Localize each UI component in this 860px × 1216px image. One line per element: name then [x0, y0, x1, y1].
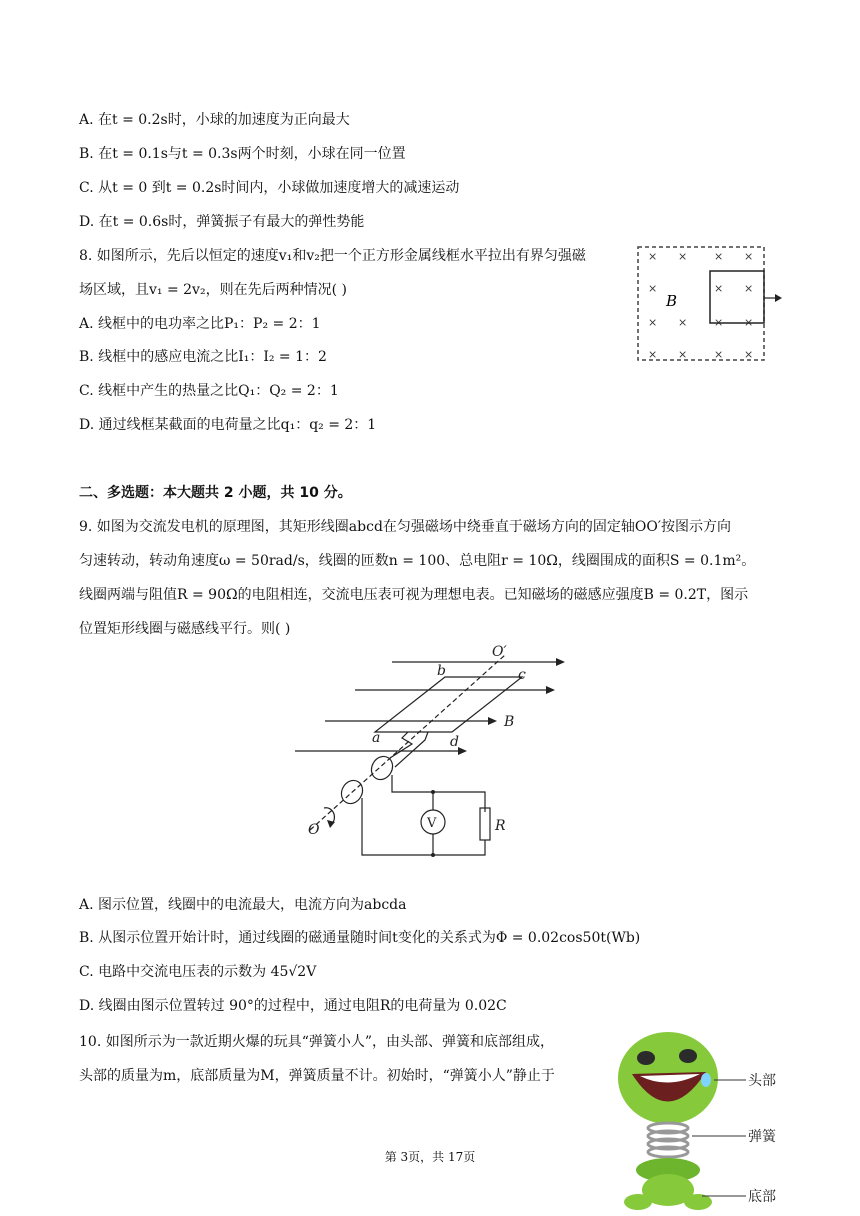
q8-figure [636, 244, 784, 364]
q7-option-b: B. 在t = 0.1s与t = 0.3s两个时刻，小球在同一位置 [79, 146, 406, 162]
q8-option-b: B. 线框中的感应电流之比I₁：I₂ = 1：2 [79, 349, 327, 365]
q10-figure [610, 1030, 800, 1216]
q8-field-crosses [648, 250, 753, 361]
svg-text:×: × [648, 316, 658, 329]
q9-label-o: O [308, 822, 320, 838]
q9-stem-line2: 匀速转动，转动角速度ω = 50rad/s，线圈的匝数n = 100、总电阻r = 10Ω，线圈围成的面积S = 0.1m²。 [79, 553, 756, 569]
svg-text:×: × [678, 316, 688, 329]
svg-text:×: × [714, 316, 724, 329]
q10-label-head: 头部 [748, 1073, 776, 1089]
svg-text:×: × [648, 348, 658, 361]
q8-option-d: D. 通过线框某截面的电荷量之比q₁：q₂ = 2：1 [79, 417, 377, 433]
svg-text:×: × [714, 250, 724, 263]
section2-title: 二、多选题：本大题共 2 小题，共 10 分。 [79, 485, 352, 501]
q9-stem-line3: 线圈两端与阻值R = 90Ω的电阻相连，交流电压表可视为理想电表。已知磁场的磁感应强度B = 0.2T，图示 [79, 587, 749, 603]
q9-option-b: B. 从图示位置开始计时，通过线圈的磁通量随时间t变化的关系式为Φ = 0.02cos50t(Wb) [79, 930, 641, 946]
q9-stem-line4: 位置矩形线圈与磁感线平行。则( ) [79, 621, 291, 637]
q9-figure [280, 640, 590, 865]
q10-label-spring: 弹簧 [748, 1129, 776, 1145]
q9-option-c: C. 电路中交流电压表的示数为 45√2V [79, 964, 317, 980]
svg-text:×: × [648, 250, 658, 263]
q9-label-a: a [372, 730, 381, 746]
q10-label-base: 底部 [748, 1189, 776, 1205]
q9-label-b-field: B [504, 714, 515, 730]
svg-text:×: × [678, 250, 688, 263]
q8-label-b: B [666, 292, 678, 310]
q9-option-a: A. 图示位置，线圈中的电流最大，电流方向为abcda [79, 897, 407, 913]
svg-text:×: × [744, 348, 754, 361]
svg-text:×: × [648, 282, 658, 295]
q7-option-c: C. 从t = 0 到t = 0.2s时间内，小球做加速度增大的减速运动 [79, 180, 460, 196]
svg-text:×: × [744, 250, 754, 263]
q10-stem-line1: 10. 如图所示为一款近期火爆的玩具“弹簧小人”，由头部、弹簧和底部组成， [79, 1034, 555, 1050]
svg-text:×: × [744, 316, 754, 329]
q9-option-d: D. 线圈由图示位置转过 90°的过程中，通过电阻R的电荷量为 0.02C [79, 998, 507, 1014]
page-footer: 第 3页，共 17页 [384, 1150, 476, 1164]
q9-voltmeter-label: V [427, 816, 437, 831]
q8-option-c: C. 线框中产生的热量之比Q₁：Q₂ = 2：1 [79, 383, 339, 399]
q9-label-c: c [518, 667, 526, 683]
q9-label-o-prime: O′ [492, 644, 507, 660]
svg-text:×: × [678, 348, 688, 361]
q7-option-d: D. 在t = 0.6s时，弹簧振子有最大的弹性势能 [79, 214, 365, 230]
q8-option-a: A. 线框中的电功率之比P₁：P₂ = 2：1 [79, 316, 321, 332]
svg-text:×: × [714, 348, 724, 361]
q9-stem-line1: 9. 如图为交流发电机的原理图，其矩形线圈abcd在匀强磁场中绕垂直于磁场方向的固定轴OO′按图示方向 [79, 519, 732, 535]
q10-stem-line2: 头部的质量为m，底部质量为M，弹簧质量不计。初始时，“弹簧小人”静止于 [79, 1068, 555, 1084]
q9-label-d: d [450, 734, 459, 750]
q9-label-b-corner: b [437, 663, 446, 679]
q8-pull-arrow [775, 294, 782, 302]
q8-stem-line1: 8. 如图所示，先后以恒定的速度v₁和v₂把一个正方形金属线框水平拉出有界匀强磁 [79, 248, 586, 264]
svg-text:×: × [744, 282, 754, 295]
svg-text:×: × [714, 282, 724, 295]
q9-label-r: R [495, 818, 506, 834]
q7-option-a: A. 在t = 0.2s时，小球的加速度为正向最大 [79, 112, 350, 128]
q8-stem-line2: 场区域，且v₁ = 2v₂，则在先后两种情况( ) [79, 282, 347, 298]
